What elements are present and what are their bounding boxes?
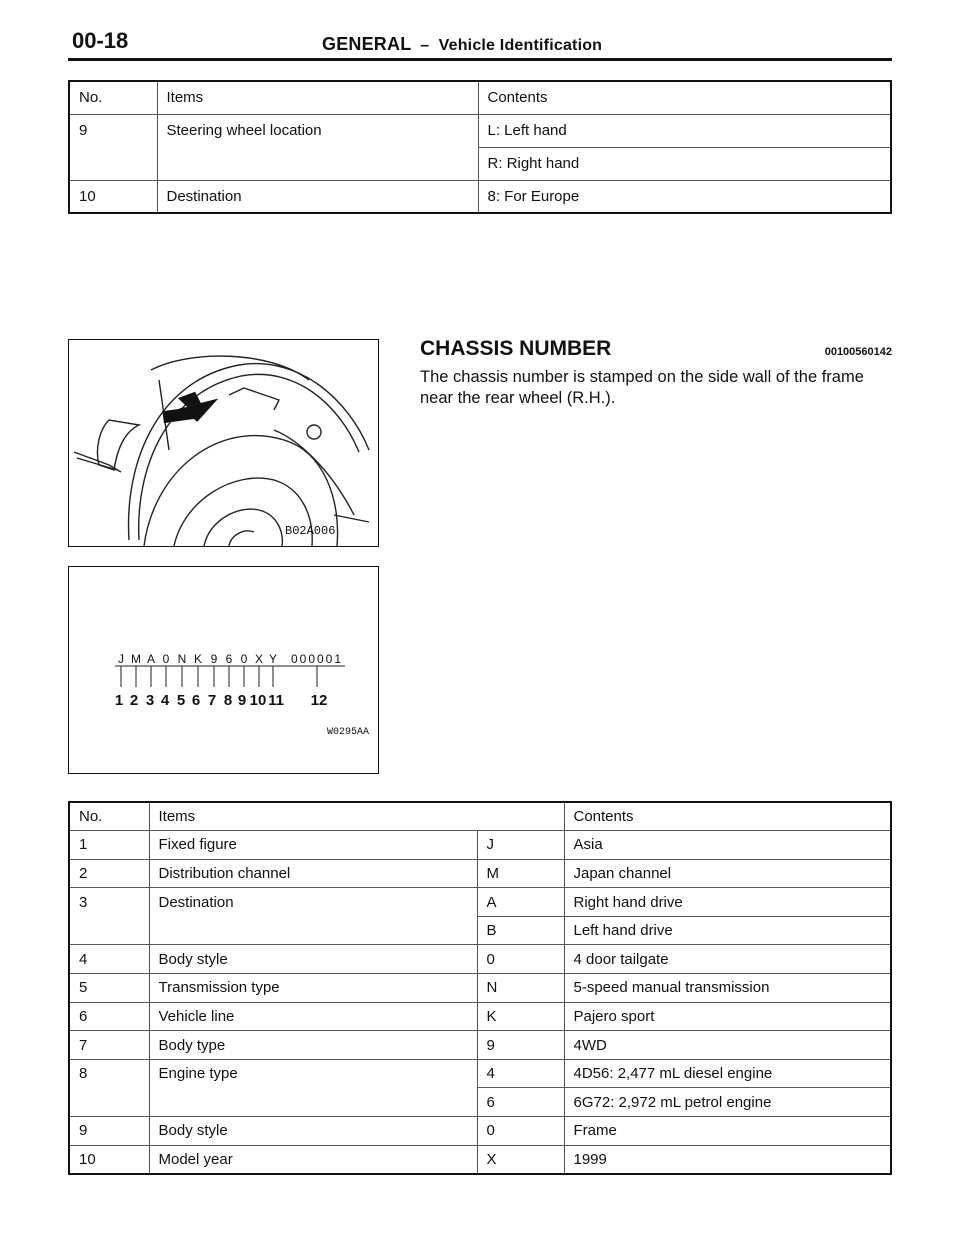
chassis-number-diagram — [69, 567, 378, 773]
table-row — [69, 1059, 891, 1088]
vin-char: X — [254, 652, 264, 666]
table-row — [69, 147, 891, 180]
chassis-location-figure — [68, 339, 379, 547]
row-desc: Frame — [564, 1117, 891, 1146]
table-row — [69, 180, 891, 213]
row-code: N — [477, 974, 564, 1003]
row-item: Body style — [149, 945, 477, 974]
row-no: 2 — [69, 859, 149, 888]
row-no: 1 — [69, 831, 149, 860]
row-item: Body type — [149, 1031, 477, 1060]
vin-index: 12 — [310, 692, 328, 709]
row-desc: Pajero sport — [564, 1002, 891, 1031]
section-name: GENERAL — [322, 34, 412, 54]
row-no: 5 — [69, 974, 149, 1003]
row-item: Vehicle line — [149, 1002, 477, 1031]
table-row — [69, 888, 891, 917]
row-code: 6 — [477, 1088, 564, 1117]
vin-char: A — [146, 652, 156, 666]
vin-serial: 000001 — [290, 652, 344, 666]
row-code: B — [477, 916, 564, 945]
vin-char: M — [131, 652, 141, 666]
row-desc: 4 door tailgate — [564, 945, 891, 974]
row-code: A — [477, 888, 564, 917]
row-no-empty — [69, 1088, 149, 1117]
header-contents: Contents — [564, 802, 891, 831]
row-code: J — [477, 831, 564, 860]
table-row — [69, 1088, 891, 1117]
row-no: 10 — [69, 1145, 149, 1174]
row-item: Destination — [149, 888, 477, 917]
vin-char: J — [118, 652, 124, 666]
row-no: 3 — [69, 888, 149, 917]
row-code: M — [477, 859, 564, 888]
row-no: 4 — [69, 945, 149, 974]
vin-index: 11 — [268, 692, 284, 709]
vin-index: 10 — [249, 692, 267, 709]
vin-index: 3 — [145, 692, 155, 709]
row-no-empty — [69, 147, 157, 180]
row-item: Fixed figure — [149, 831, 477, 860]
table-row — [69, 1002, 891, 1031]
row-contents: R: Right hand — [478, 147, 891, 180]
vin-char: N — [177, 652, 187, 666]
row-no: 8 — [69, 1059, 149, 1088]
header-contents: Contents — [478, 81, 891, 114]
table-row — [69, 916, 891, 945]
subsection-name: Vehicle Identification — [438, 37, 603, 54]
row-desc: Left hand drive — [564, 916, 891, 945]
chassis-number-table — [68, 801, 892, 1175]
row-contents: L: Left hand — [478, 114, 891, 147]
row-no: 9 — [69, 114, 157, 147]
row-item: Transmission type — [149, 974, 477, 1003]
chassis-number-figure — [68, 566, 379, 774]
row-item-empty — [149, 1088, 477, 1117]
row-item: Steering wheel location — [157, 114, 478, 147]
rear-wheel-arrow-illustration — [69, 340, 378, 546]
header-rule — [68, 58, 892, 61]
row-desc: 4WD — [564, 1031, 891, 1060]
row-desc: 5-speed manual transmission — [564, 974, 891, 1003]
row-item-empty — [149, 916, 477, 945]
header-no: No. — [79, 808, 103, 826]
row-desc: 6G72: 2,972 mL petrol engine — [564, 1088, 891, 1117]
table-row — [69, 945, 891, 974]
table-row — [69, 1117, 891, 1146]
vin-index: 5 — [176, 692, 186, 709]
vin-index: 1 — [114, 692, 124, 709]
section-code: 00100560142 — [824, 346, 892, 358]
vin-char: 0 — [240, 652, 248, 666]
row-no-empty — [69, 916, 149, 945]
row-item: Engine type — [149, 1059, 477, 1088]
header-items: Items — [149, 802, 564, 831]
page-title — [322, 34, 602, 55]
header-items: Items — [157, 81, 478, 114]
row-no: 7 — [69, 1031, 149, 1060]
vin-index: 6 — [191, 692, 201, 709]
row-code: 4 — [477, 1059, 564, 1088]
row-no: 6 — [69, 1002, 149, 1031]
table-row — [69, 974, 891, 1003]
row-desc: 1999 — [564, 1145, 891, 1174]
vin-char: 9 — [210, 652, 218, 666]
row-no: 10 — [69, 180, 157, 213]
row-code: 0 — [477, 945, 564, 974]
table-row — [69, 831, 891, 860]
vin-index: 2 — [129, 692, 139, 709]
vin-char: Y — [268, 652, 278, 666]
vin-index: 7 — [207, 692, 217, 709]
row-item-empty — [157, 147, 478, 180]
row-item: Model year — [149, 1145, 477, 1174]
section-body: The chassis number is stamped on the side wall of the frame near the rear wheel (R.H.). — [420, 368, 864, 407]
row-desc: Japan channel — [564, 859, 891, 888]
table-row — [69, 114, 891, 147]
row-desc: 4D56: 2,477 mL diesel engine — [564, 1059, 891, 1088]
table-row — [69, 1031, 891, 1060]
vin-char: 6 — [225, 652, 233, 666]
vin-index: 8 — [223, 692, 233, 709]
row-code: X — [477, 1145, 564, 1174]
vin-index: 4 — [160, 692, 170, 709]
vin-char: 0 — [162, 652, 170, 666]
table-header-row — [69, 802, 891, 831]
table-row — [69, 1145, 891, 1174]
row-code: K — [477, 1002, 564, 1031]
steering-destination-table — [68, 80, 892, 214]
row-item: Body style — [149, 1117, 477, 1146]
table-row — [69, 859, 891, 888]
header-no: No. — [79, 89, 103, 107]
row-no: 9 — [69, 1117, 149, 1146]
page-number: 00-18 — [72, 28, 129, 53]
figure-label: W0295AA — [327, 727, 370, 738]
row-code: 9 — [477, 1031, 564, 1060]
row-desc: Asia — [564, 831, 891, 860]
section-title: CHASSIS NUMBER — [420, 337, 612, 360]
row-code: 0 — [477, 1117, 564, 1146]
figure-label: B02A006 — [285, 524, 336, 538]
vin-char: K — [193, 652, 203, 666]
row-contents: 8: For Europe — [478, 180, 891, 213]
row-desc: Right hand drive — [564, 888, 891, 917]
table-header-row — [69, 81, 891, 114]
vin-index: 9 — [237, 692, 247, 709]
title-dash: – — [420, 37, 430, 54]
row-item: Destination — [157, 180, 478, 213]
row-item: Distribution channel — [149, 859, 477, 888]
